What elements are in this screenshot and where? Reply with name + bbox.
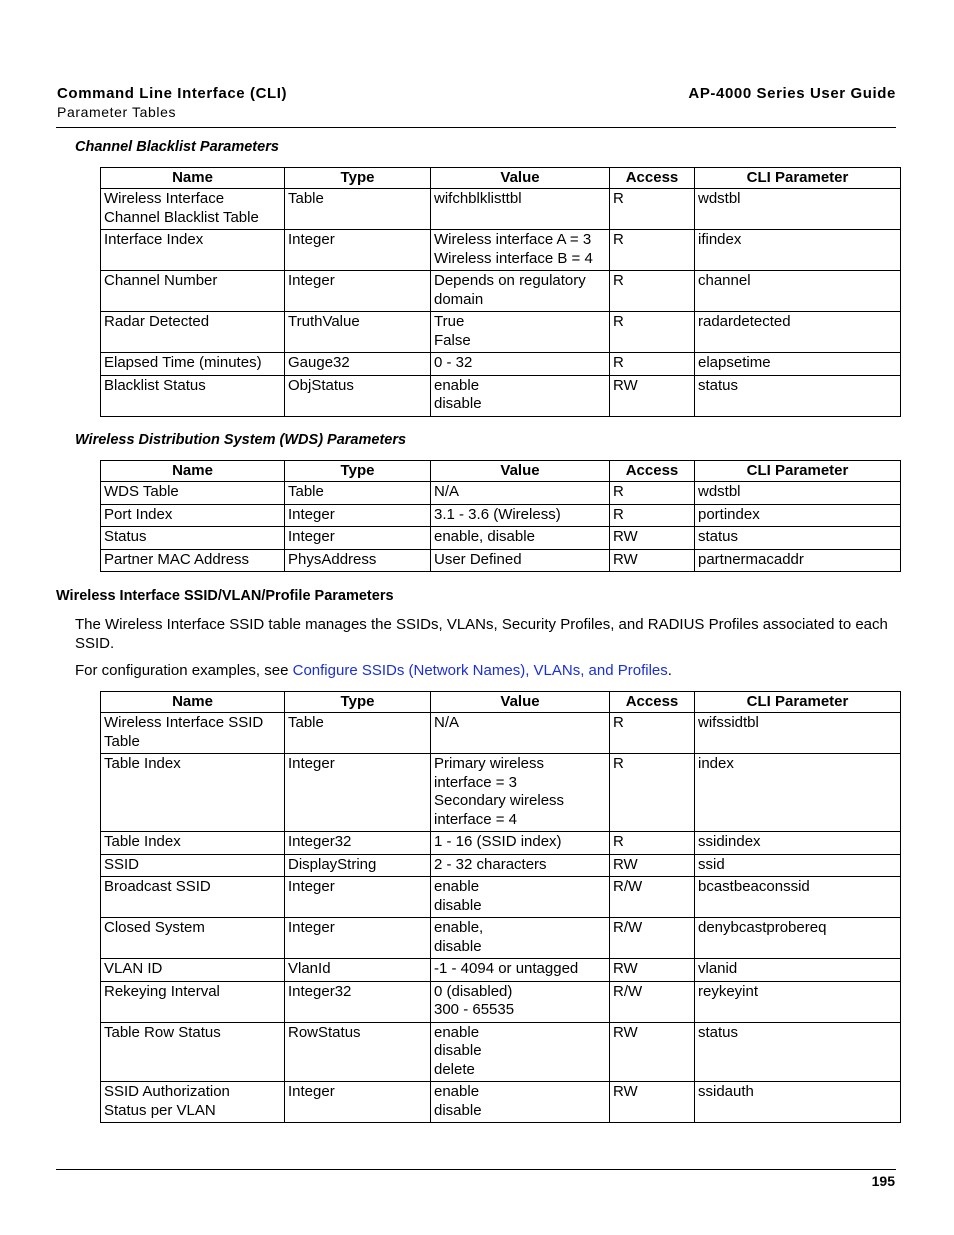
table-cell: Table: [285, 189, 431, 230]
table-header-row: [101, 461, 901, 482]
table-cell: Elapsed Time (minutes): [101, 353, 285, 376]
table-cell: Depends on regulatory domain: [431, 271, 610, 312]
table-cell: portindex: [695, 504, 901, 527]
column-header: Value: [431, 461, 610, 482]
table-row: [101, 959, 901, 982]
table-row: [101, 375, 901, 416]
table-cell: R/W: [610, 918, 695, 959]
table-row: [101, 832, 901, 855]
table-cell: WDS Table: [101, 482, 285, 505]
table-row: [101, 1022, 901, 1082]
table-cell: RW: [610, 1022, 695, 1082]
table-cell: RowStatus: [285, 1022, 431, 1082]
table-cell: R: [610, 504, 695, 527]
column-header: Type: [285, 168, 431, 189]
table-cell: RW: [610, 1082, 695, 1123]
table-cell: ifindex: [695, 230, 901, 271]
column-header: CLI Parameter: [695, 168, 901, 189]
table-cell: enable disable: [431, 877, 610, 918]
table-cell: R: [610, 713, 695, 754]
table-cell: ssidindex: [695, 832, 901, 855]
table-cell: Integer32: [285, 832, 431, 855]
table-row: [101, 230, 901, 271]
table-cell: Partner MAC Address: [101, 549, 285, 572]
configure-ssids-link[interactable]: Configure SSIDs (Network Names), VLANs, and Profiles: [292, 662, 668, 679]
table-cell: Blacklist Status: [101, 375, 285, 416]
table-cell: DisplayString: [285, 854, 431, 877]
table-cell: RW: [610, 527, 695, 550]
table-cell: enable disable: [431, 375, 610, 416]
table-cell: True False: [431, 312, 610, 353]
table-cell: status: [695, 1022, 901, 1082]
column-header: Type: [285, 692, 431, 713]
table-cell: Integer: [285, 527, 431, 550]
table-cell: Integer: [285, 877, 431, 918]
column-header: Access: [610, 692, 695, 713]
table-cell: R: [610, 832, 695, 855]
table-cell: Table Index: [101, 754, 285, 832]
table-cell: ssidauth: [695, 1082, 901, 1123]
table-cell: Closed System: [101, 918, 285, 959]
table-cell: enable, disable: [431, 918, 610, 959]
table-cell: RW: [610, 959, 695, 982]
column-header: Name: [101, 168, 285, 189]
column-header: CLI Parameter: [695, 461, 901, 482]
ssid-vlan-profile-heading: Wireless Interface SSID/VLAN/Profile Parameters: [56, 588, 394, 604]
table-cell: R: [610, 230, 695, 271]
table-cell: vlanid: [695, 959, 901, 982]
column-header: CLI Parameter: [695, 692, 901, 713]
table-cell: Integer: [285, 754, 431, 832]
table-cell: partnermacaddr: [695, 549, 901, 572]
table-cell: Interface Index: [101, 230, 285, 271]
table-cell: bcastbeaconssid: [695, 877, 901, 918]
table-cell: Integer: [285, 918, 431, 959]
table-cell: channel: [695, 271, 901, 312]
table-cell: 0 - 32: [431, 353, 610, 376]
table-row: [101, 482, 901, 505]
table-cell: denybcastprobereq: [695, 918, 901, 959]
page-number: 195: [871, 1173, 895, 1189]
table-cell: R: [610, 189, 695, 230]
table-cell: R: [610, 482, 695, 505]
table-cell: Broadcast SSID: [101, 877, 285, 918]
table-cell: wifchblklisttbl: [431, 189, 610, 230]
table-cell: elapsetime: [695, 353, 901, 376]
table-row: [101, 312, 901, 353]
table-cell: Primary wireless interface = 3 Secondary wireless interface = 4: [431, 754, 610, 832]
table-cell: Rekeying Interval: [101, 981, 285, 1022]
table-cell: Integer32: [285, 981, 431, 1022]
table-header-row: [101, 168, 901, 189]
table-cell: SSID Authorization Status per VLAN: [101, 1082, 285, 1123]
table-cell: index: [695, 754, 901, 832]
table-cell: status: [695, 527, 901, 550]
table-cell: Wireless interface A = 3 Wireless interface B = 4: [431, 230, 610, 271]
table-cell: VlanId: [285, 959, 431, 982]
guide-title: AP-4000 Series User Guide: [688, 85, 896, 102]
table-cell: R: [610, 271, 695, 312]
chapter-title: Command Line Interface (CLI): [57, 85, 288, 102]
table-cell: ssid: [695, 854, 901, 877]
table-cell: ObjStatus: [285, 375, 431, 416]
table-cell: R: [610, 312, 695, 353]
table-row: [101, 981, 901, 1022]
table-cell: PhysAddress: [285, 549, 431, 572]
table-cell: RW: [610, 375, 695, 416]
config-examples-paragraph: [75, 662, 895, 681]
table-row: [101, 713, 901, 754]
column-header: Value: [431, 692, 610, 713]
table-row: [101, 504, 901, 527]
channel-blacklist-heading: Channel Blacklist Parameters: [75, 139, 279, 155]
table-cell: 2 - 32 characters: [431, 854, 610, 877]
table-cell: 0 (disabled) 300 - 65535: [431, 981, 610, 1022]
table-cell: R: [610, 754, 695, 832]
table-cell: Integer: [285, 230, 431, 271]
table-row: [101, 877, 901, 918]
table-cell: VLAN ID: [101, 959, 285, 982]
table-row: [101, 1082, 901, 1123]
table-row: [101, 754, 901, 832]
table-cell: -1 - 4094 or untagged: [431, 959, 610, 982]
table-cell: N/A: [431, 713, 610, 754]
table-cell: Table: [285, 482, 431, 505]
table-row: [101, 271, 901, 312]
table-cell: Wireless Interface SSID Table: [101, 713, 285, 754]
table-row: [101, 353, 901, 376]
column-header: Value: [431, 168, 610, 189]
table-cell: status: [695, 375, 901, 416]
column-header: Type: [285, 461, 431, 482]
table-cell: R/W: [610, 877, 695, 918]
config-examples-prefix: For configuration examples, see: [75, 662, 293, 679]
table-cell: 1 - 16 (SSID index): [431, 832, 610, 855]
channel-blacklist-table: [100, 167, 901, 417]
section-subtitle: Parameter Tables: [57, 104, 177, 120]
table-cell: enable, disable: [431, 527, 610, 550]
table-cell: Integer: [285, 1082, 431, 1123]
table-cell: enable disable delete: [431, 1022, 610, 1082]
running-header-left: [57, 85, 287, 121]
table-header-row: [101, 692, 901, 713]
table-cell: RW: [610, 854, 695, 877]
table-cell: Radar Detected: [101, 312, 285, 353]
table-row: [101, 918, 901, 959]
table-cell: Integer: [285, 271, 431, 312]
table-cell: reykeyint: [695, 981, 901, 1022]
table-cell: wdstbl: [695, 189, 901, 230]
table-cell: TruthValue: [285, 312, 431, 353]
column-header: Name: [101, 692, 285, 713]
header-rule: [56, 127, 896, 128]
table-cell: 3.1 - 3.6 (Wireless): [431, 504, 610, 527]
table-cell: Table Index: [101, 832, 285, 855]
table-row: [101, 189, 901, 230]
wds-heading: Wireless Distribution System (WDS) Parameters: [75, 432, 407, 448]
table-cell: wdstbl: [695, 482, 901, 505]
running-header-right: [688, 85, 896, 103]
table-cell: Table Row Status: [101, 1022, 285, 1082]
table-cell: SSID: [101, 854, 285, 877]
table-cell: enable disable: [431, 1082, 610, 1123]
wds-table: [100, 460, 901, 572]
column-header: Name: [101, 461, 285, 482]
table-cell: Wireless Interface Channel Blacklist Table: [101, 189, 285, 230]
table-cell: R/W: [610, 981, 695, 1022]
table-cell: N/A: [431, 482, 610, 505]
footer-rule: [56, 1169, 896, 1170]
table-cell: Status: [101, 527, 285, 550]
table-cell: Gauge32: [285, 353, 431, 376]
ssid-parameters-table: [100, 691, 901, 1123]
column-header: Access: [610, 168, 695, 189]
table-cell: User Defined: [431, 549, 610, 572]
table-cell: R: [610, 353, 695, 376]
table-row: [101, 549, 901, 572]
table-cell: Channel Number: [101, 271, 285, 312]
ssid-intro-paragraph: The Wireless Interface SSID table manages the SSIDs, VLANs, Security Profiles, and RADIUS Profiles associated to each SSID.: [75, 616, 888, 652]
table-row: [101, 854, 901, 877]
table-cell: wifssidtbl: [695, 713, 901, 754]
table-cell: Table: [285, 713, 431, 754]
table-cell: Port Index: [101, 504, 285, 527]
table-row: [101, 527, 901, 550]
table-cell: radardetected: [695, 312, 901, 353]
config-examples-suffix: .: [667, 662, 672, 679]
column-header: Access: [610, 461, 695, 482]
table-cell: RW: [610, 549, 695, 572]
table-cell: Integer: [285, 504, 431, 527]
